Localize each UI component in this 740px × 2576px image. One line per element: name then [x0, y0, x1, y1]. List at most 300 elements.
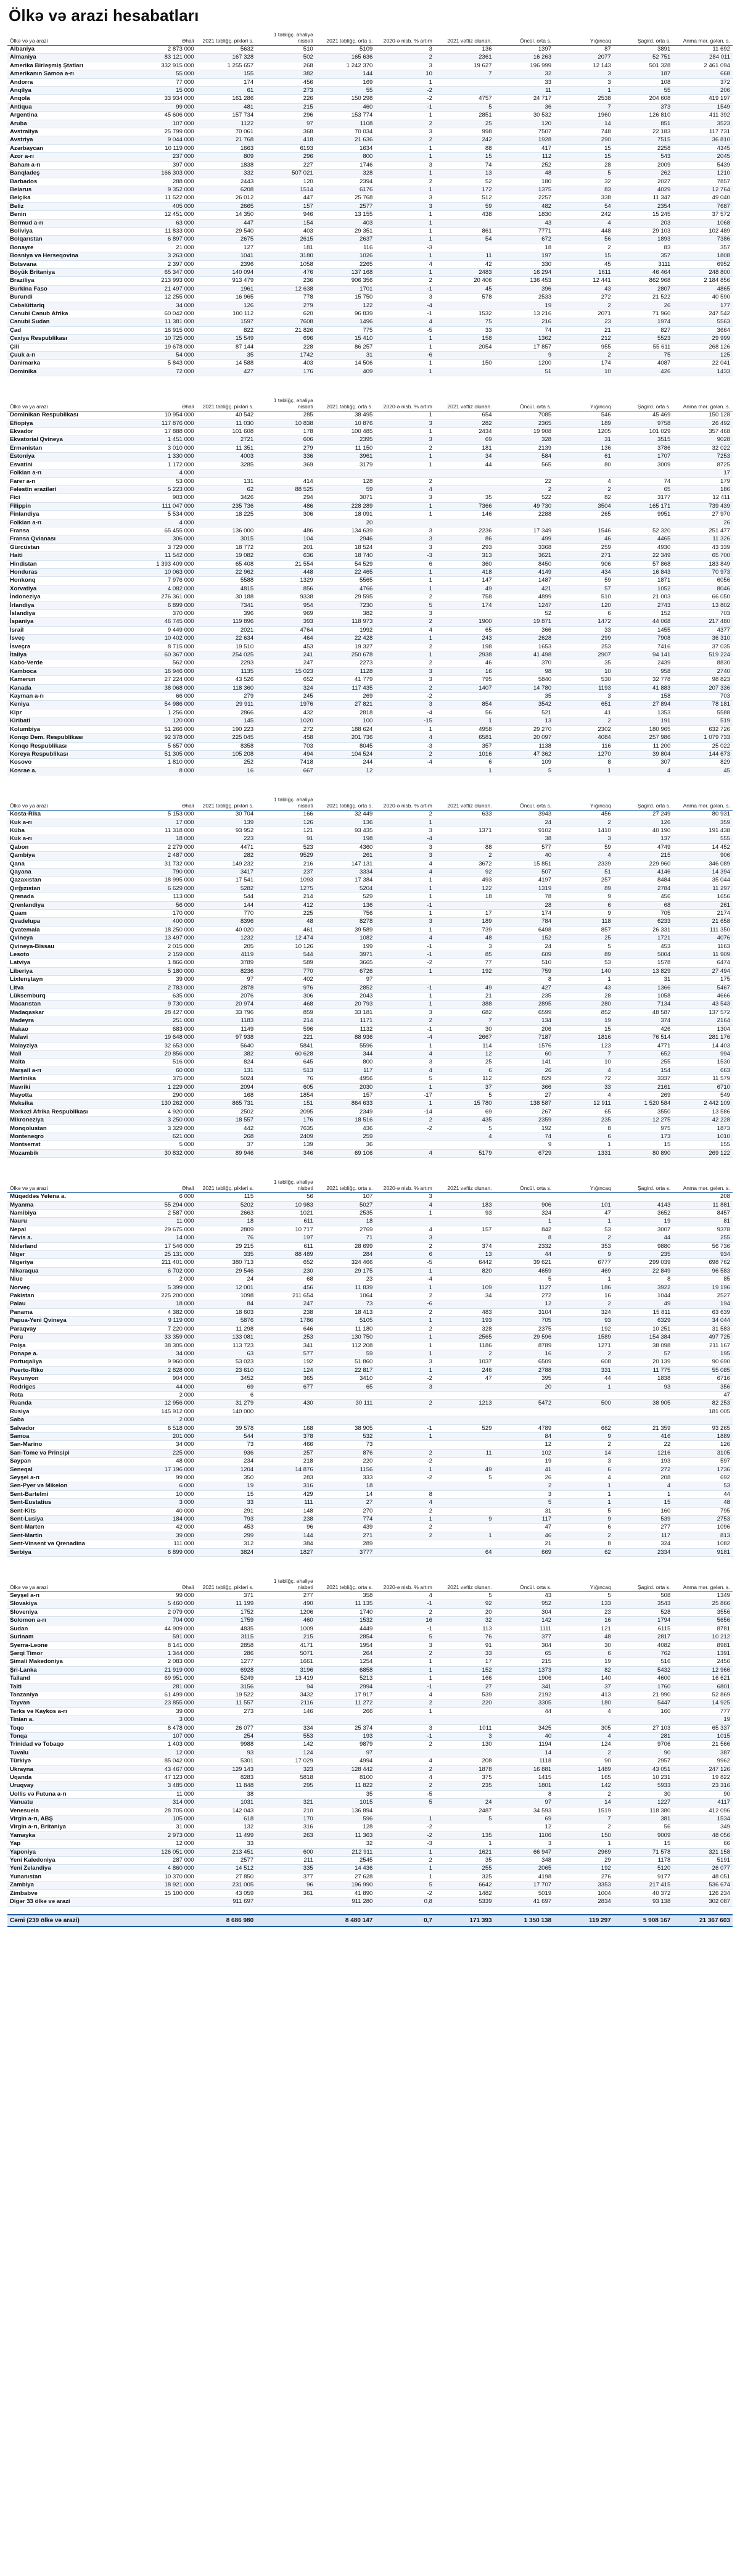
- table-cell: 11 692: [673, 46, 733, 54]
- table-cell: 45: [435, 285, 495, 293]
- table-cell: 210: [256, 1807, 316, 1815]
- table-cell: 55: [614, 87, 673, 95]
- table-cell: 2: [554, 1300, 614, 1308]
- table-cell: [614, 1391, 673, 1399]
- table-cell: 11 347: [614, 194, 673, 202]
- table-cell: 38 495: [316, 411, 376, 419]
- table-cell: 2807: [614, 285, 673, 293]
- table-cell: 13: [435, 170, 495, 178]
- table-cell: 316: [256, 1823, 316, 1831]
- table-cell: 16: [197, 767, 257, 775]
- table-cell: 9 960 000: [137, 1358, 197, 1366]
- table-cell: 11 381 000: [137, 318, 197, 326]
- table-cell: 117 876 000: [137, 419, 197, 427]
- table-cell: 252: [495, 161, 554, 169]
- table-cell: 827: [614, 326, 673, 334]
- country-name: San-Marino: [7, 1441, 137, 1449]
- table-cell: 43: [554, 285, 614, 293]
- table-cell: 4143: [614, 1201, 673, 1209]
- table-cell: 235: [554, 1117, 614, 1125]
- table-cell: 192: [435, 967, 495, 975]
- table-cell: 1329: [256, 577, 316, 585]
- table-cell: 11 881: [673, 1201, 733, 1209]
- table-cell: 4: [554, 219, 614, 227]
- table-cell: 36: [495, 103, 554, 111]
- table-row: [7, 593, 733, 601]
- table-cell: 8450: [495, 560, 554, 568]
- total-label: Cəmi (239 ölkə və arazi): [7, 1915, 137, 1926]
- country-name: Terks və Kaykos a-rı: [7, 1707, 137, 1715]
- table-cell: 9 730 000: [137, 1001, 197, 1009]
- table-cell: 1: [375, 585, 435, 593]
- table-cell: 1375: [495, 186, 554, 194]
- total-row: [7, 1915, 733, 1926]
- table-cell: 157 734: [197, 112, 257, 120]
- table-cell: 854: [435, 701, 495, 709]
- table-cell: 27: [316, 1499, 376, 1507]
- table-cell: 257: [554, 877, 614, 885]
- table-cell: 255: [614, 1059, 673, 1067]
- country-name: Litva: [7, 984, 137, 992]
- table-cell: 4: [375, 935, 435, 943]
- table-row: [7, 725, 733, 733]
- table-cell: 13 419: [256, 1675, 316, 1683]
- table-cell: 1: [375, 368, 435, 376]
- table-cell: 1: [375, 1083, 435, 1091]
- table-cell: 93: [554, 1317, 614, 1325]
- table-cell: 536 674: [673, 1881, 733, 1889]
- table-cell: 196 999: [495, 62, 554, 70]
- table-cell: 32 653 000: [137, 1042, 197, 1050]
- table-cell: 5 000: [137, 1141, 197, 1149]
- table-cell: 119 896: [197, 618, 257, 626]
- table-row: [7, 1507, 733, 1515]
- table-cell: 43: [554, 984, 614, 992]
- table-cell: [614, 1408, 673, 1416]
- country-name: Şri-Lanka: [7, 1666, 137, 1674]
- table-cell: 2: [375, 1741, 435, 1749]
- table-cell: 12 255 000: [137, 294, 197, 302]
- table-cell: 529: [435, 1424, 495, 1432]
- table-cell: 22 041: [673, 360, 733, 368]
- table-cell: 1009: [256, 1625, 316, 1633]
- table-cell: [495, 1391, 554, 1399]
- table-cell: 8: [495, 1234, 554, 1242]
- table-row: [7, 1683, 733, 1691]
- table-cell: 2396: [197, 260, 257, 268]
- table-row: [7, 1358, 733, 1366]
- table-cell: 456: [256, 1284, 316, 1292]
- table-cell: 3: [554, 78, 614, 86]
- table-cell: 217 480: [673, 618, 733, 626]
- table-cell: 12 275: [614, 1117, 673, 1125]
- table-cell: 4471: [197, 843, 257, 851]
- table-cell: 5640: [197, 1042, 257, 1050]
- table-row: [7, 1334, 733, 1342]
- table-cell: 5071: [256, 1649, 316, 1657]
- table-cell: 3665: [316, 959, 376, 967]
- table-cell: 29 215: [197, 1242, 257, 1250]
- table-cell: 246: [435, 1366, 495, 1374]
- table-cell: 151: [256, 1100, 316, 1108]
- country-table-section: [7, 397, 733, 775]
- table-cell: [256, 1790, 316, 1798]
- table-cell: 4 000: [137, 519, 197, 527]
- table-cell: 3556: [673, 1608, 733, 1616]
- column-header: 2021 təbliğç. orta s.: [316, 1179, 376, 1193]
- table-cell: 7857: [673, 178, 733, 186]
- table-cell: 18 000: [137, 1300, 197, 1308]
- country-name: Norveç: [7, 1284, 137, 1292]
- table-cell: 150 128: [673, 411, 733, 419]
- table-row: [7, 1807, 733, 1815]
- table-cell: 1093: [256, 877, 316, 885]
- table-cell: 421: [495, 585, 554, 593]
- table-cell: 142: [256, 1741, 316, 1749]
- table-cell: 40: [495, 852, 554, 860]
- column-header: 2020-ə nisb. % artım: [375, 796, 435, 811]
- table-cell: 40 000: [137, 1507, 197, 1515]
- table-cell: 7771: [495, 227, 554, 235]
- table-cell: 72 000: [137, 368, 197, 376]
- table-cell: 1044: [614, 1292, 673, 1300]
- table-cell: 134: [495, 1017, 554, 1025]
- table-cell: 18 091: [316, 511, 376, 519]
- table-cell: 57: [554, 585, 614, 593]
- table-cell: 3337: [614, 1075, 673, 1083]
- table-cell: 45 606 000: [137, 112, 197, 120]
- table-cell: 2443: [197, 178, 257, 186]
- table-cell: 235 736: [197, 502, 257, 510]
- table-cell: 2293: [197, 659, 257, 667]
- table-cell: 434: [554, 568, 614, 576]
- table-cell: 71: [316, 1234, 376, 1242]
- table-cell: 12 956 000: [137, 1400, 197, 1408]
- table-row: [7, 1532, 733, 1540]
- table-cell: 359: [673, 819, 733, 827]
- table-cell: 123: [554, 1042, 614, 1050]
- table-cell: 1015: [316, 1799, 376, 1807]
- country-name: Polşa: [7, 1342, 137, 1350]
- table-cell: 306: [256, 511, 316, 519]
- column-header: 2020-ə nisb. % artım: [375, 31, 435, 46]
- table-cell: 2 442 109: [673, 1100, 733, 1108]
- table-cell: 5: [495, 1499, 554, 1507]
- table-cell: 663: [673, 1067, 733, 1075]
- table-cell: 6233: [614, 918, 673, 926]
- table-cell: 30: [554, 1641, 614, 1649]
- table-cell: 3 263 000: [137, 252, 197, 260]
- table-cell: 611: [256, 1242, 316, 1250]
- table-cell: [435, 352, 495, 360]
- table-cell: 299: [197, 1532, 257, 1540]
- table-cell: 856: [256, 585, 316, 593]
- country-name: Qazaxıstan: [7, 877, 137, 885]
- country-name: Virgin a-rı, ABŞ: [7, 1815, 137, 1823]
- table-cell: 3115: [197, 1633, 257, 1641]
- table-cell: 43 467 000: [137, 1765, 197, 1773]
- table-row: [7, 1608, 733, 1616]
- table-cell: [554, 469, 614, 477]
- table-row: [7, 1848, 733, 1856]
- table-cell: 17 917: [316, 1691, 376, 1699]
- table-cell: 25 866: [673, 1600, 733, 1608]
- table-cell: 5: [554, 1507, 614, 1515]
- table-cell: 60 042 000: [137, 310, 197, 318]
- table-cell: 3: [375, 294, 435, 302]
- table-cell: 7187: [495, 1034, 554, 1042]
- table-cell: 2: [375, 750, 435, 758]
- column-header: Öncül. orta s.: [495, 796, 554, 811]
- country-name: Mayotta: [7, 1091, 137, 1099]
- table-cell: [435, 302, 495, 310]
- table-cell: 33: [197, 1499, 257, 1507]
- table-cell: 1068: [673, 219, 733, 227]
- table-cell: 31 732 000: [137, 860, 197, 868]
- table-cell: 17: [673, 469, 733, 477]
- table-cell: 120: [495, 120, 554, 128]
- table-cell: 83: [554, 186, 614, 194]
- country-name: Papua-Yeni Qvineya: [7, 1317, 137, 1325]
- table-cell: 549: [673, 1091, 733, 1099]
- table-cell: 15: [554, 1025, 614, 1033]
- table-cell: 1: [375, 144, 435, 152]
- table-cell: 3891: [614, 46, 673, 54]
- table-cell: 2339: [554, 860, 614, 868]
- country-name: Ekvatorial Qvineya: [7, 436, 137, 444]
- table-row: [7, 1009, 733, 1017]
- country-name: Bonayre: [7, 244, 137, 252]
- column-header: 1 təbliğç. əhaliyə nisbəti: [256, 1179, 316, 1193]
- table-cell: 1: [375, 1466, 435, 1474]
- table-cell: 4119: [197, 951, 257, 959]
- table-cell: 2 587 000: [137, 1210, 197, 1218]
- table-cell: 1893: [614, 236, 673, 244]
- table-cell: 321: [256, 1799, 316, 1807]
- table-cell: 46: [495, 1532, 554, 1540]
- country-name: Syerra-Leone: [7, 1641, 137, 1649]
- table-cell: 211 654: [256, 1292, 316, 1300]
- table-cell: 73: [197, 1441, 257, 1449]
- country-name: Virgin a-rı, Britaniya: [7, 1823, 137, 1831]
- column-header: Öncül. orta s.: [495, 1578, 554, 1592]
- table-cell: 2375: [495, 1325, 554, 1333]
- table-row: [7, 252, 733, 260]
- country-name: Sent-Marten: [7, 1524, 137, 1532]
- table-cell: 555: [673, 835, 733, 843]
- table-cell: 19 678 000: [137, 343, 197, 351]
- table-cell: 4789: [495, 1424, 554, 1432]
- table-cell: 30 188: [197, 593, 257, 601]
- table-cell: 136 894: [316, 1807, 376, 1815]
- table-cell: 1906: [495, 1675, 554, 1683]
- table-cell: 48: [673, 1499, 733, 1507]
- table-cell: 3: [435, 943, 495, 951]
- table-cell: 652: [614, 1050, 673, 1058]
- country-name: Kosovo: [7, 759, 137, 767]
- country-name: Digər 33 ölkə və arazi: [7, 1898, 137, 1906]
- table-cell: 46 745 000: [137, 618, 197, 626]
- table-row: [7, 1675, 733, 1683]
- table-cell: 4 000: [137, 469, 197, 477]
- table-cell: 5632: [197, 46, 257, 54]
- table-cell: 144: [316, 70, 376, 78]
- table-cell: 2359: [495, 1117, 554, 1125]
- country-name: Amerikanın Samoa a-rı: [7, 70, 137, 78]
- table-cell: 259: [554, 543, 614, 551]
- table-row: [7, 202, 733, 210]
- table-cell: 122: [316, 302, 376, 310]
- country-tables: [7, 31, 733, 1907]
- table-cell: 3: [375, 202, 435, 210]
- table-row: [7, 885, 733, 893]
- table-cell: 33: [435, 326, 495, 334]
- table-cell: 1: [375, 1210, 435, 1218]
- table-cell: 252: [197, 759, 257, 767]
- country-name: Yamayka: [7, 1831, 137, 1839]
- country-table-section: [7, 796, 733, 1158]
- table-cell: 1: [375, 335, 435, 343]
- table-cell: 759: [495, 967, 554, 975]
- table-cell: 565: [495, 461, 554, 469]
- table-cell: 85: [435, 951, 495, 959]
- table-cell: 4: [554, 1067, 614, 1075]
- table-cell: 341: [256, 1342, 316, 1350]
- table-cell: 9: [554, 910, 614, 918]
- table-cell: 5004: [614, 951, 673, 959]
- table-cell: 12 411: [673, 494, 733, 502]
- table-cell: 822: [197, 326, 257, 334]
- table-cell: 1135: [197, 667, 257, 675]
- table-cell: 652: [256, 1259, 316, 1267]
- table-cell: 1: [375, 577, 435, 585]
- table-row: [7, 494, 733, 502]
- table-cell: [375, 1482, 435, 1490]
- table-cell: 1830: [495, 211, 554, 219]
- table-cell: 2139: [495, 444, 554, 452]
- table-cell: 2: [375, 684, 435, 692]
- country-name: Esvatini: [7, 461, 137, 469]
- table-cell: 5447: [614, 1699, 673, 1707]
- table-cell: 10 119 000: [137, 144, 197, 152]
- table-cell: 5 843 000: [137, 360, 197, 368]
- table-cell: 287 000: [137, 1857, 197, 1865]
- country-name: Tanzaniya: [7, 1691, 137, 1699]
- table-cell: 237: [256, 868, 316, 876]
- table-cell: [435, 1707, 495, 1715]
- table-cell: 1838: [197, 161, 257, 169]
- table-cell: 154 384: [614, 1334, 673, 1342]
- table-cell: 285: [256, 411, 316, 419]
- table-cell: 257: [256, 1449, 316, 1457]
- table-cell: 703: [673, 693, 733, 701]
- table-row: [7, 1083, 733, 1091]
- table-row: [7, 1889, 733, 1897]
- table-cell: 242: [554, 211, 614, 219]
- table-cell: 4360: [316, 843, 376, 851]
- table-cell: 192: [554, 1865, 614, 1873]
- table-cell: 174: [435, 601, 495, 609]
- table-cell: 133: [554, 1600, 614, 1608]
- column-header: 2021 təbliğç. orta s.: [316, 796, 376, 811]
- table-row: [7, 70, 733, 78]
- table-cell: 14 350: [197, 211, 257, 219]
- table-cell: 140: [554, 967, 614, 975]
- table-cell: 113 723: [197, 1342, 257, 1350]
- table-cell: 366: [495, 1083, 554, 1091]
- table-cell: 584: [495, 453, 554, 461]
- table-cell: 9879: [316, 1741, 376, 1749]
- table-cell: [375, 519, 435, 527]
- table-cell: 2527: [673, 1292, 733, 1300]
- table-cell: 365: [256, 1375, 316, 1383]
- column-header: 1 təbliğç. əhaliyə nisbəti: [256, 1578, 316, 1592]
- table-cell: 100 485: [316, 428, 376, 436]
- table-cell: 349: [673, 1823, 733, 1831]
- table-cell: 126 810: [614, 112, 673, 120]
- table-cell: 10 402 000: [137, 635, 197, 643]
- table-cell: 12: [316, 767, 376, 775]
- table-cell: 606: [256, 436, 316, 444]
- table-cell: 366: [495, 626, 554, 634]
- table-cell: -1: [375, 1424, 435, 1432]
- table-cell: 2: [375, 1524, 435, 1532]
- table-row: [7, 1617, 733, 1625]
- table-cell: 199: [316, 943, 376, 951]
- column-header: Yığıncaq: [554, 31, 614, 46]
- table-cell: 1634: [316, 144, 376, 152]
- table-cell: 11 363: [316, 1831, 376, 1839]
- table-cell: 1: [375, 453, 435, 461]
- table-cell: 546: [554, 411, 614, 419]
- table-cell: 255: [435, 1865, 495, 1873]
- table-row: [7, 1782, 733, 1790]
- table-cell: 211: [256, 1857, 316, 1865]
- table-row: [7, 585, 733, 593]
- table-cell: 15 549: [197, 335, 257, 343]
- table-cell: 2 397 000: [137, 260, 197, 268]
- table-cell: 1954: [316, 1641, 376, 1649]
- table-cell: 40 542: [197, 411, 257, 419]
- table-cell: [435, 477, 495, 485]
- table-cell: 33: [495, 78, 554, 86]
- table-cell: -1: [375, 1600, 435, 1608]
- table-cell: 2: [375, 1308, 435, 1316]
- table-cell: 4: [375, 485, 435, 493]
- table-cell: 8046: [673, 585, 733, 593]
- table-cell: 26: [673, 519, 733, 527]
- table-cell: 47 123 000: [137, 1774, 197, 1782]
- table-cell: 519 224: [673, 651, 733, 659]
- table-cell: 1: [375, 1042, 435, 1050]
- table-cell: -2: [375, 1474, 435, 1482]
- table-cell: 168: [197, 1091, 257, 1099]
- table-cell: 272: [256, 725, 316, 733]
- table-row: [7, 511, 733, 519]
- table-cell: 48: [554, 1633, 614, 1641]
- table-row: [7, 285, 733, 293]
- country-name: Ruanda: [7, 1400, 137, 1408]
- table-cell: 16 946 000: [137, 667, 197, 675]
- table-cell: 203: [614, 219, 673, 227]
- table-cell: 7 976 000: [137, 577, 197, 585]
- column-header: 2021 təbliğç. pikləri s.: [197, 1179, 257, 1193]
- table-cell: 198: [316, 835, 376, 843]
- table-cell: 396: [495, 285, 554, 293]
- table-cell: 1: [375, 967, 435, 975]
- table-cell: 7507: [495, 128, 554, 136]
- table-cell: 21 636: [316, 136, 376, 144]
